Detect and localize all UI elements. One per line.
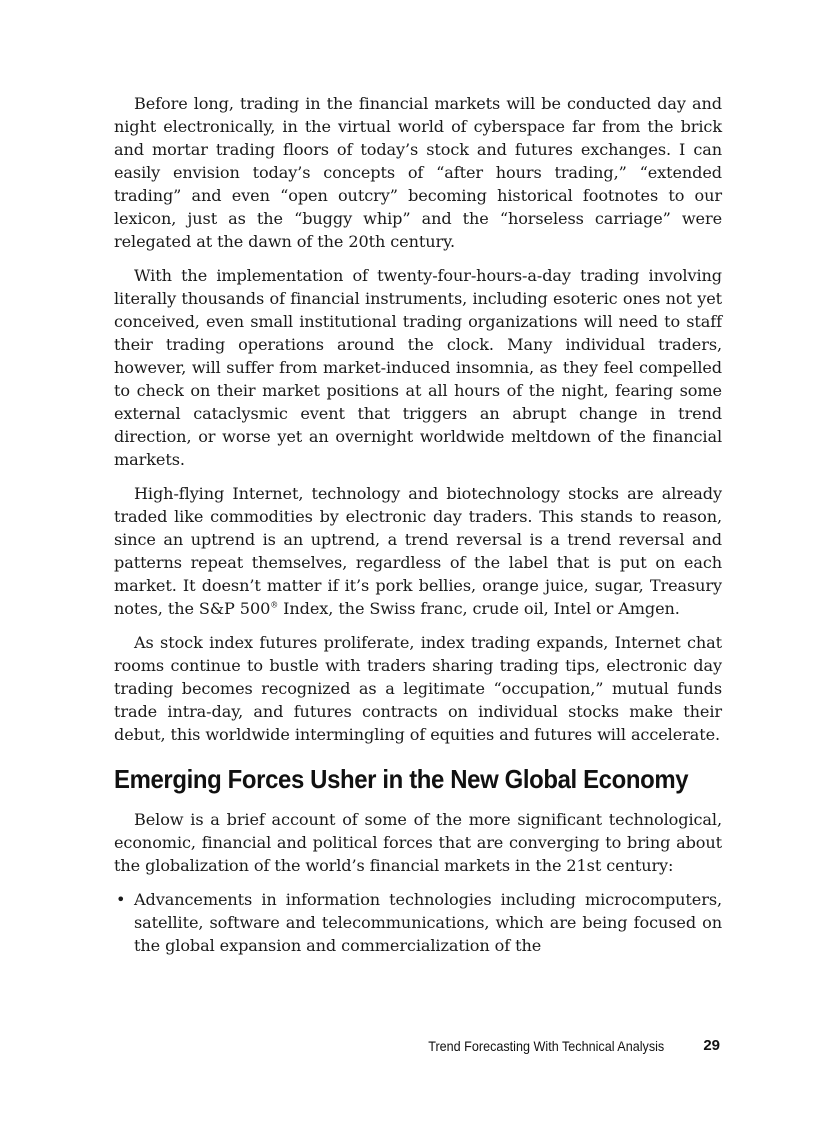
- paragraph-3-text-end: Index, the Swiss franc, crude oil, Intel or Amgen.: [278, 599, 680, 618]
- forces-bullet-list: [114, 888, 722, 957]
- paragraph-electronic-trading: Before long, trading in the financial markets will be conducted day and night electronically, in the virtual world of cyberspace far from the brick and mortar trading floors of today’s stock and futures exchanges. I can easily envision today’s concepts of “after hours trading,” “extended trading” and even “open outcry” becoming historical footnotes to our lexicon, just as the “buggy whip” and the “horseless carriage” were relegated at the dawn of the 20th century.: [114, 94, 722, 251]
- paragraph-high-flying-stocks: [114, 482, 722, 620]
- section-intro-paragraph: Below is a brief account of some of the more significant technological, economic, financial and political forces that are converging to bring about the globalization of the world’s financial markets in the 21st century:: [114, 810, 722, 875]
- paragraph-index-futures: As stock index futures proliferate, index trading expands, Internet chat rooms continue to bustle with traders sharing trading tips, electronic day trading becomes recognized as a legitimate “occupation,” mutual funds trade intra-day, and futures contracts on individual stocks make their debut, this worldwide intermingling of equities and futures will accelerate.: [114, 633, 722, 744]
- section-heading: Emerging Forces Usher in the New Global Economy: [114, 764, 689, 794]
- page-body: [114, 92, 722, 957]
- bullet-text: Advancements in information technologies including microcomputers, satellite, software and telecommunications, which are being focused on the global expansion and commercialization of the: [134, 890, 722, 955]
- paragraph-24-hour-trading: With the implementation of twenty-four-hours-a-day trading involving literally thousands of financial instruments, including esoteric ones not yet conceived, even small institutional trading organizations will need to staff their trading operations around the clock. Many individual traders, however, will suffer from market-induced insomnia, as they feel compelled to check on their market positions at all hours of the night, fearing some external cataclysmic event that triggers an abrupt change in trend direction, or worse yet an overnight worldwide meltdown of the financial markets.: [114, 266, 722, 469]
- running-title: Trend Forecasting With Technical Analysis: [427, 1038, 664, 1054]
- paragraph-3-text-start: High-flying Internet, technology and biotechnology stocks are already traded like commodities by electronic day traders. This stands to reason, since an uptrend is an uptrend, a trend reversal is a trend reversal and patterns repeat themselves, regardless of the label that is put on each market. It doesn’t matter if it’s pork bellies, orange juice, sugar, Treasury notes, the S&P 500: [114, 484, 722, 618]
- bullet-icon: •: [116, 890, 126, 909]
- page-footer: [114, 1036, 722, 1056]
- list-item: [114, 888, 722, 957]
- page-number: 29: [703, 1037, 720, 1054]
- registered-mark: ®: [270, 600, 279, 610]
